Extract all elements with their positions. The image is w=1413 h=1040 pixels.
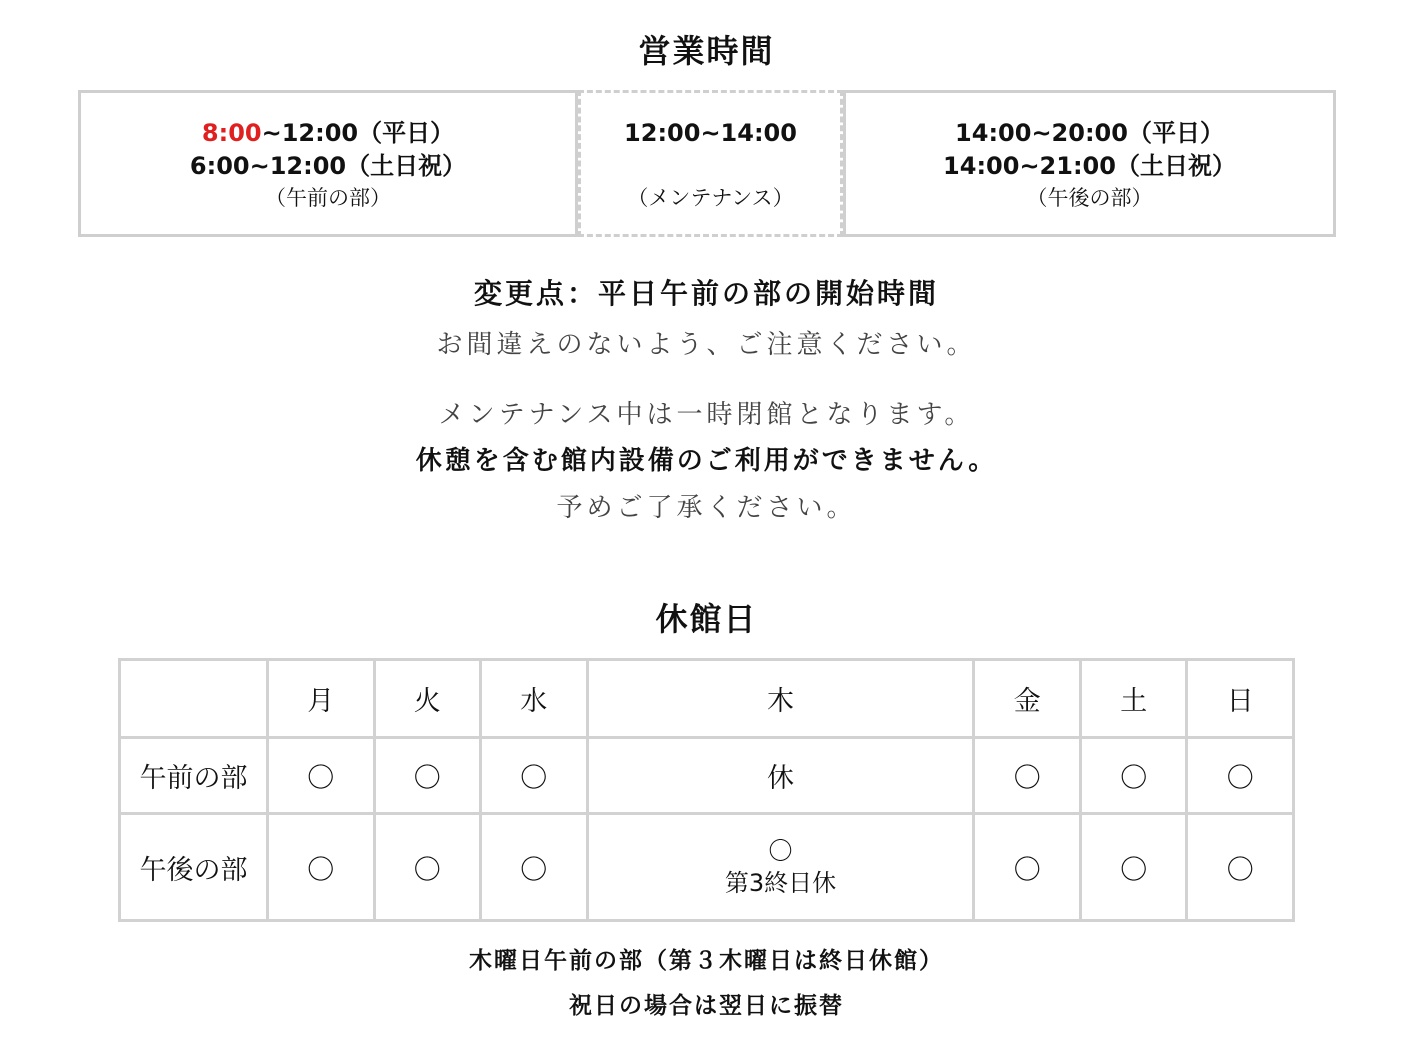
closed-days-table	[118, 658, 1295, 922]
hours-boxes	[78, 90, 1336, 237]
morning-start-time-highlight: 8:00	[201, 119, 262, 147]
change-caution: お間違えのないよう、ご注意ください。	[436, 330, 977, 360]
afternoon-weekend-hours: 14:00~21:00（土日祝）	[943, 152, 1236, 180]
day-header: 火	[374, 660, 481, 738]
morning-hours-box	[78, 90, 578, 237]
maintenance-hours-box	[578, 90, 843, 237]
status-cell: 〇	[481, 738, 588, 814]
day-header: 金	[974, 660, 1081, 738]
table-row	[120, 814, 1294, 921]
maintenance-note-1: メンテナンス中は一時閉館となります。	[438, 400, 975, 430]
closed-days-title: 休館日	[655, 600, 758, 638]
status-cell-thursday-afternoon	[587, 814, 974, 921]
maintenance-note-2: 休憩を含む館内設備のご利用ができません。	[415, 446, 998, 476]
day-header: 水	[481, 660, 588, 738]
third-thursday-note: 第3終日休	[724, 869, 837, 897]
day-header: 土	[1080, 660, 1187, 738]
status-cell: 〇	[1187, 814, 1294, 921]
day-header: 日	[1187, 660, 1294, 738]
status-cell: 〇	[374, 814, 481, 921]
morning-weekend-hours: 6:00~12:00（土日祝）	[189, 152, 467, 180]
status-cell: 〇	[974, 738, 1081, 814]
status-cell: 〇	[374, 738, 481, 814]
table-row	[120, 738, 1294, 814]
maintenance-note-3: 予めご了承ください。	[556, 493, 857, 523]
status-mark: 〇	[768, 837, 793, 865]
day-header: 月	[268, 660, 375, 738]
closed-note-1: 木曜日午前の部（第３木曜日は終日休館）	[469, 947, 944, 974]
status-cell: 〇	[481, 814, 588, 921]
table-corner-cell	[120, 660, 268, 738]
status-cell: 〇	[268, 738, 375, 814]
closed-note-2: 祝日の場合は翌日に振替	[569, 992, 844, 1019]
day-header: 木	[587, 660, 974, 738]
row-label-afternoon: 午後の部	[120, 814, 268, 921]
status-cell: 〇	[1187, 738, 1294, 814]
afternoon-label: （午後の部）	[1026, 186, 1153, 210]
hours-title: 営業時間	[638, 32, 775, 70]
maintenance-hours: 12:00~14:00	[624, 119, 797, 147]
morning-label: （午前の部）	[265, 186, 391, 210]
status-cell: 〇	[974, 814, 1081, 921]
status-cell: 〇	[268, 814, 375, 921]
row-label-morning: 午前の部	[120, 738, 268, 814]
status-cell: 〇	[1080, 814, 1187, 921]
morning-weekday-hours: 8:00~12:00（平日）	[201, 119, 455, 147]
status-cell-closed: 休	[587, 738, 974, 814]
table-header-row	[120, 660, 1294, 738]
afternoon-hours-box	[843, 90, 1336, 237]
afternoon-weekday-hours: 14:00~20:00（平日）	[955, 119, 1224, 147]
status-cell: 〇	[1080, 738, 1187, 814]
maintenance-label: （メンテナンス）	[627, 186, 794, 210]
change-heading: 変更点：平日午前の部の開始時間	[473, 277, 939, 310]
